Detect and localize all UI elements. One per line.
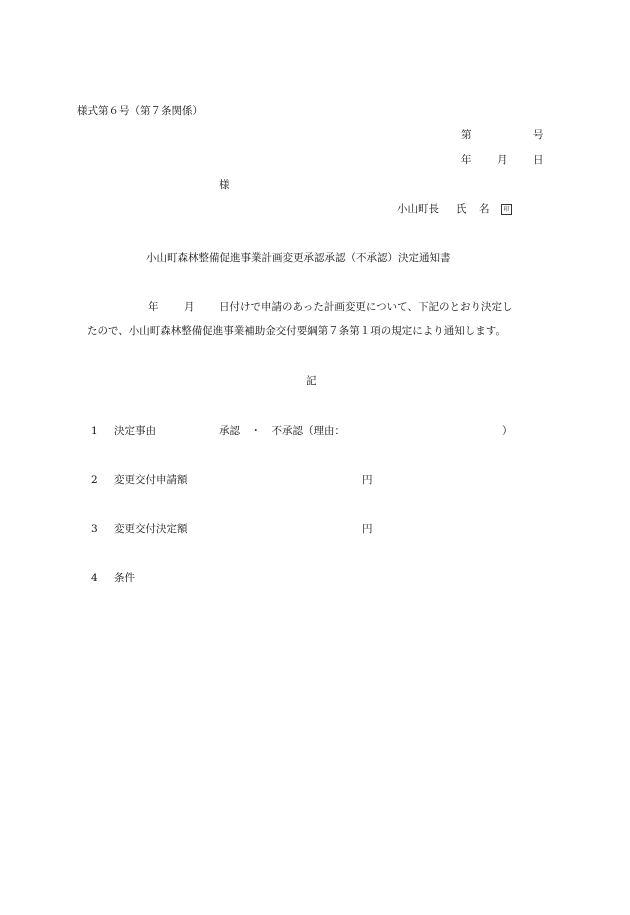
number-suffix: 号 bbox=[533, 129, 544, 141]
item-label: 条件 bbox=[114, 572, 135, 584]
seal-wrapper bbox=[497, 202, 512, 216]
item-unit: 円 bbox=[362, 523, 373, 535]
body-line1: 日付けで申請のあった計画変更について、下記のとおり決定し bbox=[219, 301, 513, 313]
body-line2: たので、小山町森林整備促進事業補助金交付要綱第７条第１項の規定により通知します。 bbox=[87, 325, 506, 337]
document-title: 小山町森林整備促進事業計画変更承認承認（不承認）決定通知書 bbox=[146, 252, 451, 264]
addressee-sama: 様 bbox=[219, 179, 230, 191]
item-label: 変更交付決定額 bbox=[114, 523, 188, 535]
body-month: 月 bbox=[184, 301, 195, 313]
sender-mei: 名 bbox=[479, 203, 490, 215]
ki-heading: 記 bbox=[306, 375, 317, 387]
body-year: 年 bbox=[148, 301, 159, 313]
date-year: 年 bbox=[461, 154, 472, 166]
sender-title: 小山町長 bbox=[397, 203, 439, 215]
item-number: 1 bbox=[91, 425, 98, 437]
item-number: 2 bbox=[91, 474, 98, 486]
item-number: 4 bbox=[91, 572, 98, 584]
item-number: 3 bbox=[91, 523, 98, 535]
item-label: 決定事由 bbox=[114, 425, 156, 437]
item-unit: 円 bbox=[362, 474, 373, 486]
sender-shi: 氏 bbox=[456, 203, 467, 215]
item-close: ） bbox=[502, 425, 513, 437]
date-month: 月 bbox=[497, 154, 508, 166]
item-label: 変更交付申請額 bbox=[114, 474, 188, 486]
form-label: 様式第６号（第７条関係） bbox=[77, 105, 203, 117]
seal-icon: 印 bbox=[501, 204, 512, 215]
number-prefix: 第 bbox=[461, 129, 472, 141]
item-value: 承認 ・ 不承認（理由： bbox=[219, 425, 345, 437]
date-day: 日 bbox=[533, 154, 544, 166]
